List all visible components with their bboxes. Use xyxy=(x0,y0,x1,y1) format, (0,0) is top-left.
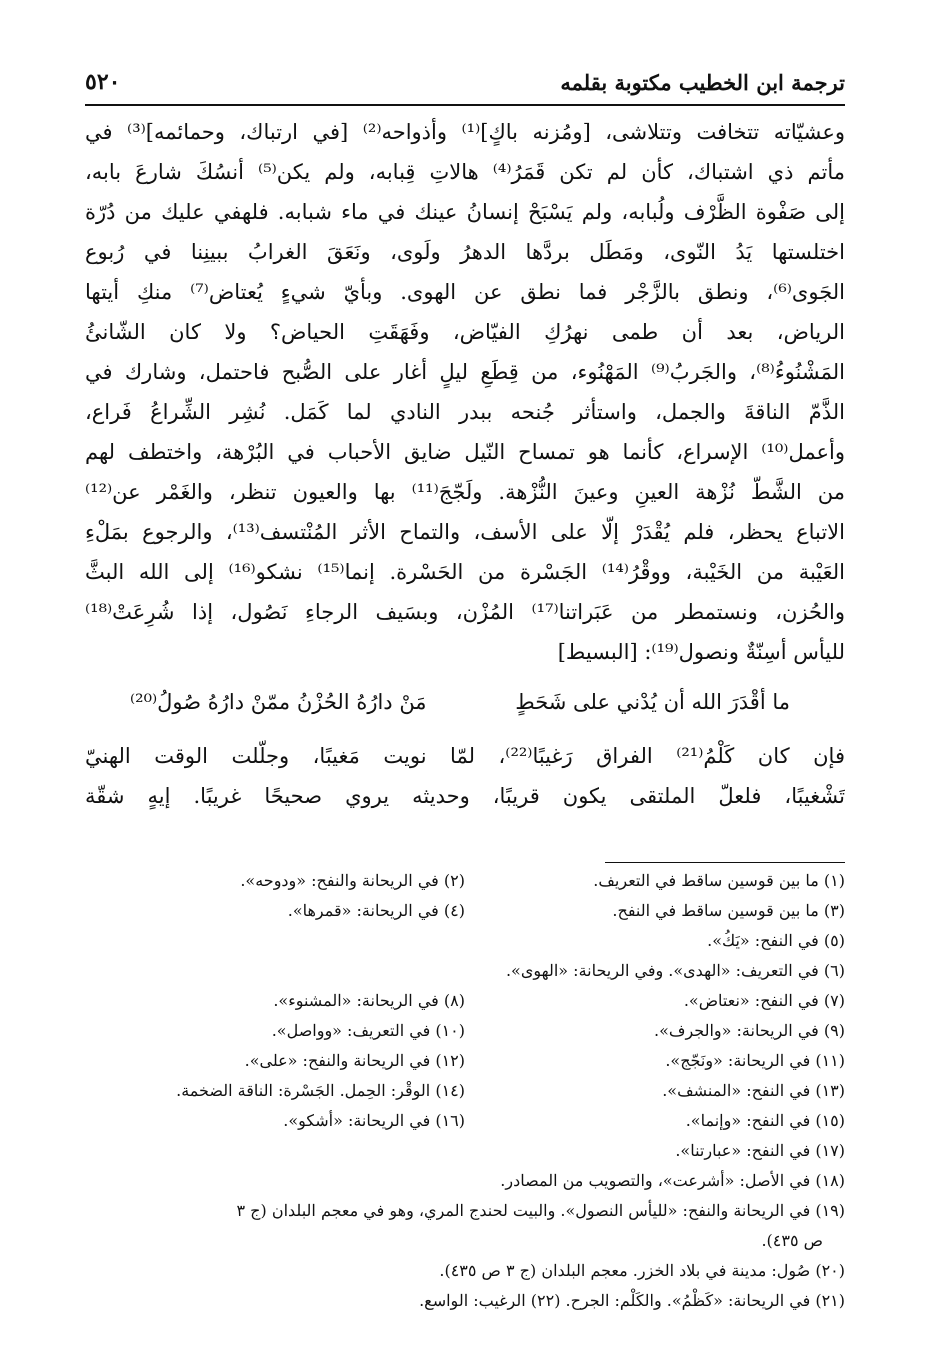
page-number: ٥٢٠ xyxy=(85,69,121,95)
text-line: تَشْغيبًا، فلعلّ الملتقى يكون قريبًا، وحديثه يروي صحيحًا غريبًا. إيهٍ شقّة xyxy=(85,784,845,808)
main-text-continued xyxy=(85,736,845,816)
footnote-row xyxy=(85,896,845,926)
text-line: والحُزن، ونستمطر من عَبَراتنا⁽¹⁷⁾ المُزْن، وبسَيف الرجاءِ نَصُول، إذا شُرِعَتْ⁽¹⁸⁾ xyxy=(85,600,845,624)
footnote: (١٦) في الريحانة: «أشكو». xyxy=(283,1111,465,1130)
footnote: (٥) في النفح: «يَكُ». xyxy=(707,931,845,950)
text-line: فإن كان كَلْمُ⁽²¹⁾ الفراق رَغيبًا⁽²²⁾، لمّا نويت مَغيبًا، وجلّلت الوقت الهنيّ xyxy=(85,744,845,768)
text-line: وعشيّاته تتخافت وتتلاشى، [ومُزنه باكٍ]⁽¹⁾ وأذواحه⁽²⁾ [في ارتباك، وحمائمه]⁽³⁾ في xyxy=(85,120,845,144)
text-line: من الشَّطّ نُزْهة العينِ وعينَ النُّزْهة. ولَجّجَ⁽¹¹⁾ بها والعيون تنظر، والغَمْر عن⁽¹²⁾ xyxy=(85,480,845,504)
footnote-row xyxy=(85,926,845,956)
footnote: (١١) في الريحانة: «ونَجّج». xyxy=(665,1051,845,1070)
verse-first-hemistich: ما أقْدَرَ الله أن يُدْني على شَحَطٍ xyxy=(515,690,790,714)
text-line: الرياض، بعد أن طمى نهرُكِ الفيّاض، وفَهَقَتِ الحياض؟ ولا كان الشّانئُ xyxy=(85,320,845,344)
footnote: (١٠) في التعريف: «وواصل». xyxy=(271,1021,465,1040)
footnote: (١٥) في النفح: «وإنما». xyxy=(685,1111,845,1130)
footnote-row xyxy=(85,1256,845,1286)
footnote-row xyxy=(85,1166,845,1196)
footnote-row xyxy=(85,1106,845,1136)
poetry-verse xyxy=(130,680,790,724)
header-rule xyxy=(85,104,845,106)
text-line: وأعمل⁽¹⁰⁾ الإسراع، كأنما هو تمساح النّيل ضايق الأحباب في البُرْهة، واختطف لهم xyxy=(85,440,845,464)
footnote: (١) ما بين قوسين ساقط في التعريف. xyxy=(593,871,845,890)
text-line: المَشْنُوءُ⁽⁸⁾، والجَربُ⁽⁹⁾ المَهْنُوء، من قِطَعِ ليلٍ أغار على الصُّبح فاحتمل، وشارك في xyxy=(85,360,845,384)
footnote: (١٤) الوقْر: الحِمل. الجَسْرة: الناقة الضخمة. xyxy=(176,1081,465,1100)
footnote-row xyxy=(85,866,845,896)
footnote-row xyxy=(85,986,845,1016)
footnote: (٩) في الريحانة: «والجرف». xyxy=(653,1021,845,1040)
footnote-row xyxy=(85,1046,845,1076)
text-line: اختلستها يَدُ النّوى، ومَطَل بردَّها الدهرُ ولَوى، ونَعَقَ الغرابُ ببينِنا في رُبوع xyxy=(85,240,845,264)
footnote: (١٢) في الريحانة والنفح: «على». xyxy=(244,1051,465,1070)
footnote-row xyxy=(85,956,845,986)
footnote-row xyxy=(85,1226,845,1256)
text-line: العَيْبة من الخَيْبة، ووقْرُ⁽¹⁴⁾ الجَسْرة من الحَسْرة. إنما⁽¹⁵⁾ نشكو⁽¹⁶⁾ إلى الله البثَّ xyxy=(85,560,845,584)
footnote: (٤) في الريحانة: «قمرها». xyxy=(287,901,465,920)
verse-second-hemistich: مَنْ دارُهُ الحُزْنُ ممّنْ دارُهُ صُولُ⁽²⁰⁾ xyxy=(130,690,427,714)
footnote: (١٩) في الريحانة والنفح: «لليأس النصول». والبيت لحندج المري، وهو في معجم البلدان (ج ٣ xyxy=(236,1201,845,1220)
page-header xyxy=(85,62,845,102)
text-line: لليأس أسِنّةٌ ونصول⁽¹⁹⁾: [البسيط] xyxy=(557,640,845,664)
footnote-row xyxy=(85,1016,845,1046)
running-title: ترجمة ابن الخطيب مكتوبة بقلمه xyxy=(560,69,845,95)
text-line: إلى صَفْوة الظَّرْف ولُبابه، ولم يَسْبَحْ إنسانُ عينك في ماء شبابه. فلهفي عليك من دُرّة xyxy=(85,200,845,224)
footnote-row xyxy=(85,1136,845,1166)
footnote-row xyxy=(85,1286,845,1316)
footnote: (٦) في التعريف: «الهدى». وفي الريحانة: «الهوى». xyxy=(505,961,845,980)
footnote: (٣) ما بين قوسين ساقط في النفح. xyxy=(612,901,845,920)
footnote-rule xyxy=(605,862,845,863)
footnote: (٢٠) صُول: مدينة في بلاد الخزر. معجم البلدان (ج ٣ ص ٤٣٥). xyxy=(439,1261,845,1280)
footnote: (١٨) في الأصل: «أشرعت»، والتصويب من المصادر. xyxy=(500,1171,845,1190)
text-line: الجَوى⁽⁶⁾، ونطق بالزَّجْر فما نطق عن الهوى. وبأيّ شيءٍ يُعتاض⁽⁷⁾ منكِ أيتها xyxy=(85,280,845,304)
footnote-row xyxy=(85,1196,845,1226)
text-line: الاتباع يحظر، فلم يُقْدَرْ إلّا على الأسف، والتماح الأثر المُنْتسف⁽¹³⁾، والرجوع بمَلْءِ xyxy=(85,520,845,544)
footnotes xyxy=(85,866,845,1316)
footnote: (٨) في الريحانة: «المشنوء». xyxy=(273,991,465,1010)
footnote: (١٧) في النفح: «عبارتنا». xyxy=(675,1141,845,1160)
text-line: مأتم ذي اشتباك، كأن لم تكن قَمَرُ⁽⁴⁾ هالاتِ قِبابه، ولم يكن⁽⁵⁾ أنسُكَ شارعَ بابه، xyxy=(85,160,845,184)
footnote-continuation: ص ٤٣٥). xyxy=(761,1231,823,1250)
footnote-row xyxy=(85,1076,845,1106)
footnote: (١٣) في النفح: «المنشف». xyxy=(662,1081,845,1100)
footnote: (٢١) في الريحانة: «كَظْمُ». والكَلْم: الجرح. (٢٢) الرغيب: الواسع. xyxy=(419,1291,845,1310)
footnote: (٧) في النفح: «نعتاض». xyxy=(683,991,845,1010)
main-text xyxy=(85,112,845,672)
footnote: (٢) في الريحانة والنفح: «ودوحه». xyxy=(240,871,465,890)
text-line: الذَّمّ الناقةَ والجمل، واستأثر جُنحه ببدر النادي لما كَمَل. نُشِر الشِّراعُ فَراع، xyxy=(85,400,845,424)
